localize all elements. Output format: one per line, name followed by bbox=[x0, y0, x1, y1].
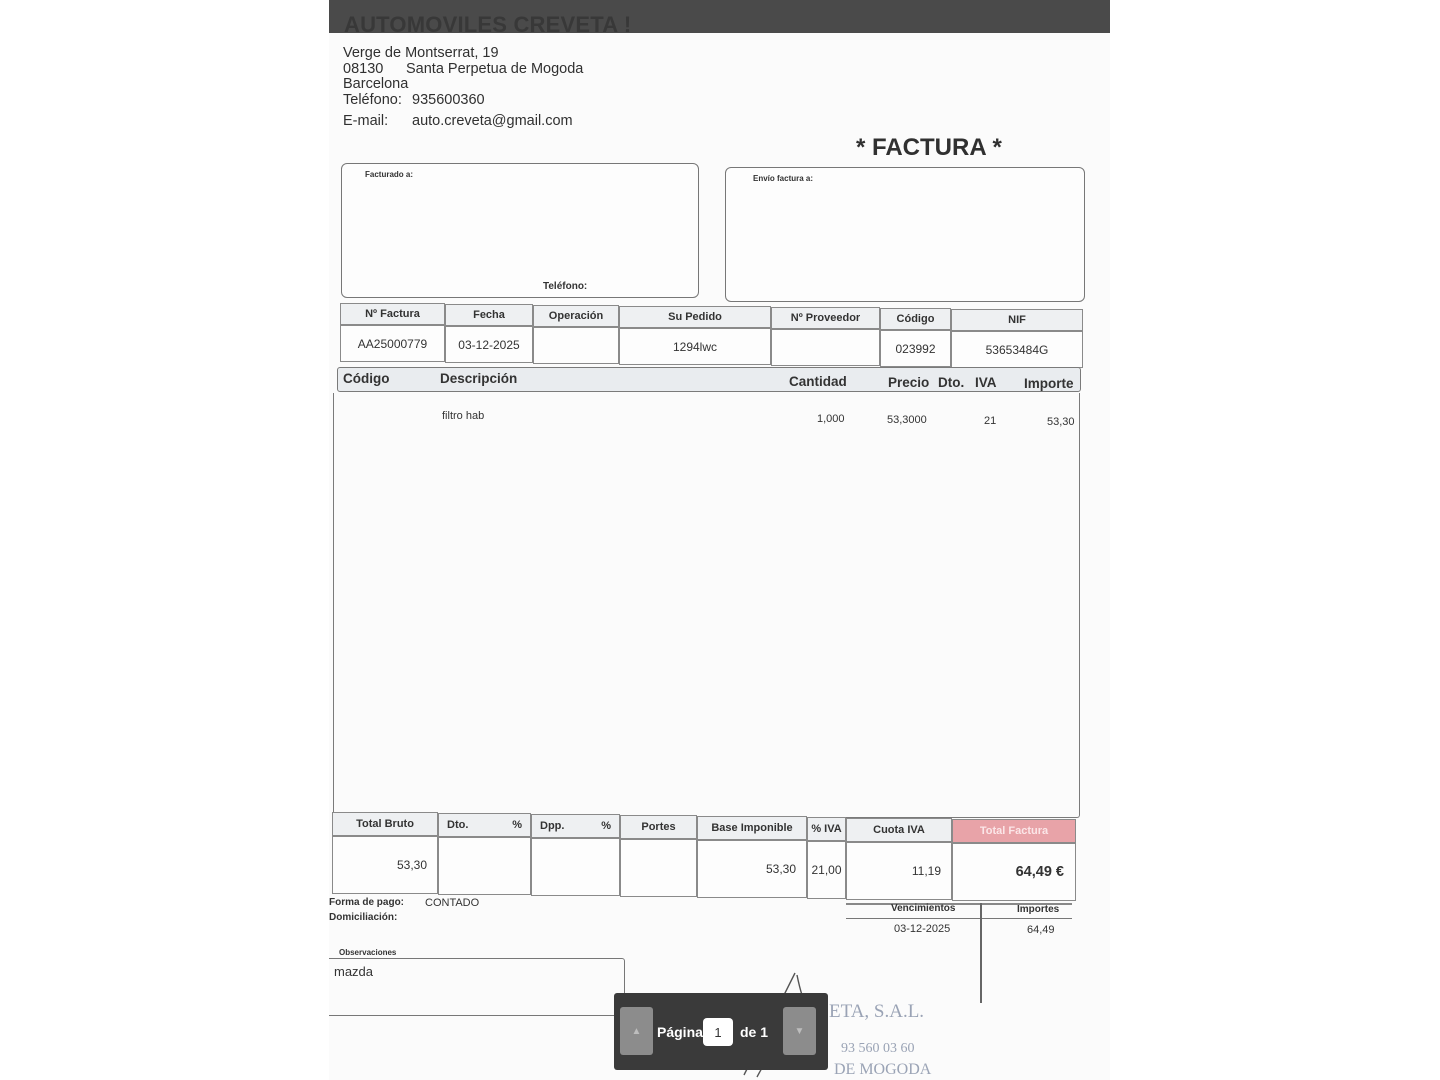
value-operacion bbox=[533, 327, 619, 364]
page-navigator bbox=[614, 993, 828, 1070]
page-label: Página bbox=[657, 1024, 703, 1040]
lines-body bbox=[333, 393, 1080, 818]
value-nproveedor bbox=[771, 329, 880, 366]
totals-header-total-bruto: Total Bruto bbox=[332, 812, 438, 836]
value-fecha: 03-12-2025 bbox=[445, 326, 533, 363]
chevron-up-icon: ▲ bbox=[631, 1025, 642, 1037]
totals-value-portes bbox=[620, 839, 697, 897]
due-amount: 64,49 bbox=[1027, 924, 1055, 936]
lines-header-importe: Importe bbox=[1024, 376, 1074, 391]
observations-text: mazda bbox=[334, 964, 374, 979]
company-email: auto.creveta@gmail.com bbox=[412, 113, 573, 129]
payment-method: CONTADO bbox=[425, 897, 480, 909]
invoice-page bbox=[329, 0, 1110, 1080]
due-rule bbox=[846, 918, 1072, 919]
value-nfactura: AA25000779 bbox=[340, 325, 445, 362]
page-number-input[interactable]: 1 bbox=[703, 1018, 733, 1046]
company-name: AUTOMOVILES CREVETA ! bbox=[344, 12, 632, 37]
totals-header-base: Base Imponible bbox=[697, 816, 807, 840]
header-operacion: Operación bbox=[533, 305, 619, 327]
totals-value-cuota-iva: 11,19 bbox=[846, 842, 952, 900]
header-su-pedido: Su Pedido bbox=[619, 306, 771, 328]
totals-header-portes: Portes bbox=[620, 815, 697, 839]
lines-header-cantidad: Cantidad bbox=[789, 374, 847, 389]
lines-header-precio: Precio bbox=[888, 375, 930, 390]
company-postal-line bbox=[343, 61, 583, 77]
value-su-pedido: 1294lwc bbox=[619, 328, 771, 365]
totals-value-total-bruto: 53,30 bbox=[332, 836, 438, 894]
company-phone-label: Teléfono: bbox=[343, 92, 402, 108]
billed-to-box bbox=[341, 163, 699, 298]
payment-domiciliacion-label: Domiciliación: bbox=[329, 912, 398, 923]
company-city: Santa Perpetua de Mogoda bbox=[406, 61, 584, 77]
due-divider bbox=[980, 903, 982, 1003]
header-codigo: Código bbox=[880, 308, 951, 330]
stamp-line3: DE MOGODA bbox=[834, 1061, 932, 1078]
line-precio: 53,3000 bbox=[887, 414, 927, 426]
header-nfactura: Nº Factura bbox=[340, 303, 445, 325]
page-total: de 1 bbox=[740, 1024, 769, 1040]
totals-header-dto: Dto. bbox=[447, 819, 469, 831]
lines-header-dto: Dto. bbox=[938, 375, 965, 390]
totals-header-dpp-pct: % bbox=[601, 820, 611, 832]
totals-value-dpp bbox=[531, 838, 620, 896]
line-descripcion: filtro hab bbox=[442, 410, 485, 422]
due-importes-label: Importes bbox=[1017, 904, 1060, 915]
company-postal-code: 08130 bbox=[343, 61, 384, 77]
ship-to-label: Envío factura a: bbox=[753, 174, 814, 183]
header-nproveedor: Nº Proveedor bbox=[771, 307, 880, 329]
billed-to-phone-label: Teléfono: bbox=[543, 281, 588, 292]
observations-label: Observaciones bbox=[339, 948, 397, 957]
ship-to-box bbox=[725, 167, 1085, 302]
company-email-label: E-mail: bbox=[343, 113, 389, 129]
company-phone: 935600360 bbox=[412, 92, 485, 108]
line-iva: 21 bbox=[984, 415, 997, 427]
totals-value-base: 53,30 bbox=[697, 840, 807, 898]
payment-method-label: Forma de pago: bbox=[329, 897, 405, 908]
totals-header-dto-pct: % bbox=[512, 819, 522, 831]
totals-header-dpp: Dpp. bbox=[540, 820, 565, 832]
totals-header-dto-group bbox=[438, 813, 531, 837]
totals-header-pct-iva: % IVA bbox=[807, 817, 846, 841]
line-cantidad: 1,000 bbox=[817, 413, 845, 425]
observations-box bbox=[329, 958, 625, 1016]
company-province: Barcelona bbox=[343, 76, 409, 92]
value-nif: 53653484G bbox=[951, 331, 1083, 368]
document-title: * FACTURA * bbox=[856, 134, 1002, 161]
totals-value-dto bbox=[438, 837, 531, 895]
header-fecha: Fecha bbox=[445, 304, 533, 326]
totals-header-total-factura: Total Factura bbox=[952, 819, 1076, 843]
totals-header-dpp-group bbox=[531, 814, 620, 838]
stamp-line2: 93 560 03 60 bbox=[841, 1041, 915, 1056]
line-importe: 53,30 bbox=[1047, 416, 1075, 428]
totals-value-pct-iva: 21,00 bbox=[807, 841, 846, 899]
due-vencimientos-label: Vencimientos bbox=[891, 903, 956, 914]
next-page-button[interactable] bbox=[783, 1007, 816, 1055]
company-phone-line bbox=[343, 92, 485, 108]
billed-to-label: Facturado a: bbox=[365, 170, 414, 179]
chevron-down-icon: ▼ bbox=[794, 1025, 805, 1037]
totals-value-total-factura: 64,49 € bbox=[952, 843, 1076, 901]
header-nif: NIF bbox=[951, 309, 1083, 331]
value-codigo: 023992 bbox=[880, 330, 951, 367]
previous-page-button[interactable] bbox=[620, 1007, 653, 1055]
company-address: Verge de Montserrat, 19 bbox=[343, 45, 499, 61]
lines-header-codigo: Código bbox=[343, 371, 390, 386]
lines-header-iva: IVA bbox=[975, 375, 997, 390]
totals-header-cuota-iva: Cuota IVA bbox=[846, 818, 952, 842]
due-date: 03-12-2025 bbox=[894, 923, 951, 935]
stamp-line1: ETA, S.A.L. bbox=[829, 1001, 925, 1022]
lines-header-descripcion: Descripción bbox=[440, 371, 518, 386]
company-email-line bbox=[343, 113, 573, 129]
